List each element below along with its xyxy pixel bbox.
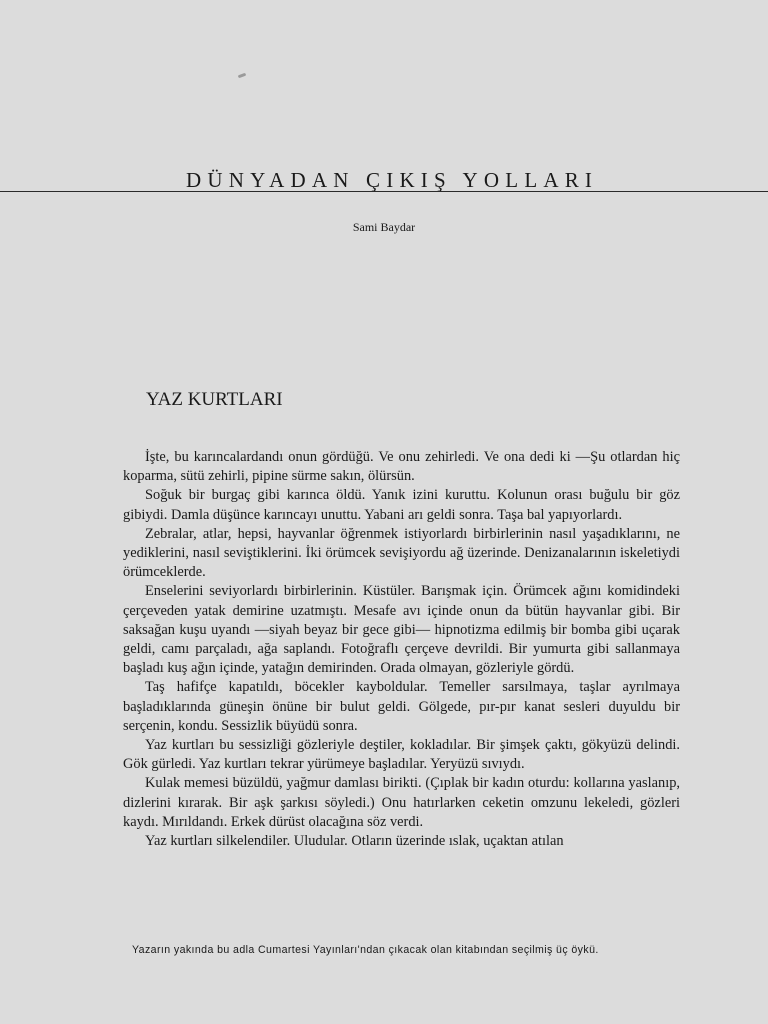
story-title: YAZ KURTLARI (146, 389, 283, 410)
header-rule (0, 191, 768, 192)
paragraph: Enselerini seviyorlardı birbirlerinin. Küstüler. Barışmak için. Örümcek ağını komidindeki çerçeveden yatak demirine uzatmıştı. Mesafe avı içinde onun da bütün hayvanlar gibi. Bir saksağan kuşu uyandı —siyah beyaz bir gece gibi— hipnotizma edilmiş bir bomba gibi uçarak geldi, camı parçaladı, ağa saplandı. Fotoğraflı çerçeve devrildi. Bir yumurta gibi sallanmaya başladı kuş ağın içinde, yatağın demirinden. Orada olmayan, gözleriyle gördü. (123, 583, 680, 677)
paragraph: İşte, bu karıncalardandı onun gördüğü. Ve onu zehirledi. Ve ona dedi ki —Şu otlardan hiç koparma, sütü zehirli, pipine sürme sakın, ölürsün. (123, 449, 680, 485)
print-speck (238, 73, 247, 79)
paragraph: Zebralar, atlar, hepsi, hayvanlar öğrenmek istiyorlardı birbirlerinin nasıl yaşadıklarını, ne yediklerini, nasıl seviştiklerini. İki örümcek sevişiyordu ağ üzerinde. Denizanalarının iskeletiydi örümceklerde. (123, 525, 680, 581)
paragraph: Yaz kurtları silkelendiler. Uludular. Otların üzerinde ıslak, uçaktan atılan (145, 833, 564, 850)
paragraph: Kulak memesi büzüldü, yağmur damlası birikti. (Çıplak bir kadın oturdu: kollarına yaslanıp, dizlerini kırarak. Bir aşk şarkısı söyledi.) Onu hatırlarken ceketin omzunu lekeledi, gözleri kaydı. Mırıldandı. Erkek dürüst olacağına söz verdi. (123, 775, 680, 830)
series-title: DÜNYADAN ÇIKIŞ YOLLARI (186, 168, 599, 192)
story-body (123, 448, 680, 851)
paragraph: Soğuk bir burgaç gibi karınca öldü. Yanık izini kuruttu. Kolunun orası buğulu bir göz gibiydi. Damla düşünce karıncayı unuttu. Yabani arı geldi sonra. Taşa bal yapıyorlardı. (123, 487, 680, 523)
paragraph: Taş hafifçe kapatıldı, böcekler kayboldular. Temeller sarsılmaya, taşlar ayrılmaya başladıklarında güneşin önüne bir bulut geldi. Gölgede, pır-pır kanat sesleri duyuldu bir serçenin, kondu. Sessizlik büyüdü sonra. (123, 679, 680, 734)
footnote: Yazarın yakında bu adla Cumartesi Yayınları'ndan çıkacak olan kitabından seçilmiş üç öykü. (132, 944, 599, 956)
paragraph: Yaz kurtları bu sessizliği gözleriyle deştiler, kokladılar. Bir şimşek çaktı, gökyüzü delindi. Gök gürledi. Yaz kurtları tekrar yürümeye başladılar. Yeryüzü sıvıydı. (123, 737, 680, 773)
author-name: Sami Baydar (352, 220, 416, 234)
